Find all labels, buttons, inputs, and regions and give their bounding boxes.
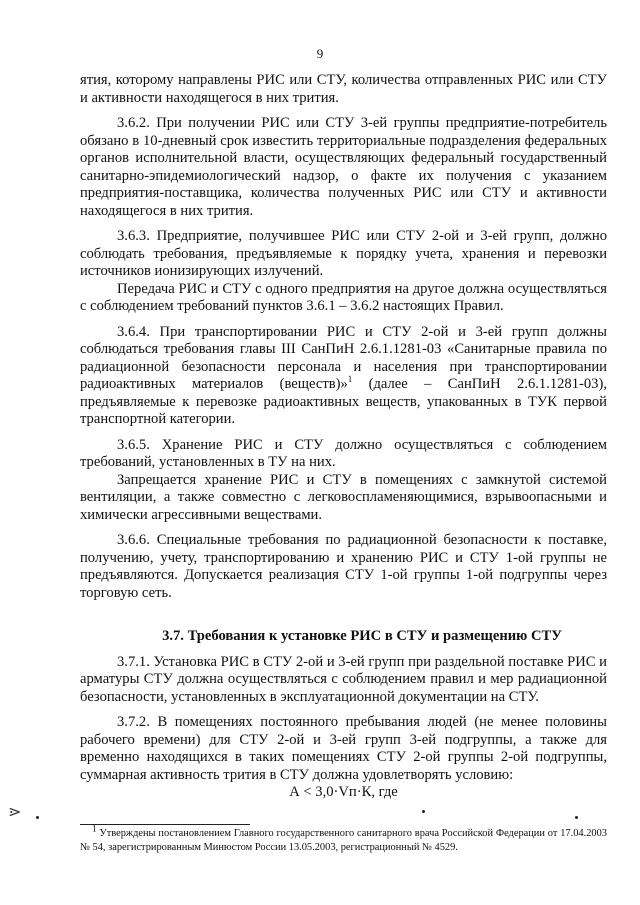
paragraph-transfer: Передача РИС и СТУ с одного предприятия на другое должна осуществляться с соблюдением требований пунктов 3.6.1 – 3.6.2 настоящих Правил. [80,280,607,314]
footnote [80,823,607,855]
paragraph-3-6-3: 3.6.3. Предприятие, получившее РИС или СТУ 2-ой и 3-ей групп, должно соблюдать требования, предъявляемые к порядку учета, хранения и перевозки источников ионизирующих излучений. [80,228,607,279]
paragraph-3-6-6: 3.6.6. Специальные требования по радиационной безопасности к поставке, получению, учету, транспортированию и хранению РИС и СТУ 1-ой группы не предъявляются. Допускается реализация СТУ 1-ой группы 1-ой подгруппы через торговую сеть. [80,532,607,601]
paragraph-continuation: ятия, которому направлены РИС или СТУ, количества отправленных РИС или СТУ и активности находящегося в них трития. [80,72,607,106]
paragraph-3-6-2: 3.6.2. При получении РИС или СТУ 3-ей группы предприятие-потребитель обязано в 10-дневный срок известить территориальные подразделения федеральных органов исполнительной власти, осуществляющих федеральный государственный санитарно-эпидемиологический надзор, о факте их получения с указанием предприятия-поставщика, количества полученных РИС или СТУ и активности находящегося в них трития. [80,115,607,219]
paragraph-3-7-1: 3.7.1. Установка РИС в СТУ 2-ой и 3-ей групп при раздельной поставке РИС и арматуры СТУ должна осуществляться с соблюдением правил и мер радиационной безопасности, установленных в эксплуатационной документации на СТУ. [80,653,607,705]
section-heading: 3.7. Требования к установке РИС в СТУ и размещению СТУ [162,628,562,644]
scan-speck [575,816,578,819]
page-number: 9 [316,46,324,61]
footnote-reference: 1 [347,374,353,385]
scan-speck [422,810,425,813]
paragraph-3-6-4-tail: (далее – СанПиН 2.6.1.1281-03), предъявляемые к перевозке радиоактивных веществ, упакованных в ТУК первой транспортной категории. [80,376,607,427]
footnote-text: Утверждены постановлением Главного государственного санитарного врача Российской Федерации от 17.04.2003 № 54, зарегистрированным Минюстом России 13.05.2003, регистрационный № 4529. [80,828,607,853]
body-text [80,72,607,802]
paragraph-3-6-5: 3.6.5. Хранение РИС и СТУ должно осуществляться с соблюдением требований, установленных в ТУ на них. [80,436,607,470]
paragraph-3-7-2: 3.7.2. В помещениях постоянного пребывания людей (не менее половины рабочего времени) для СТУ 2-ой и 3-ей групп 3-ей подгруппы, а также для временно находящихся в таких помещениях СТУ 2-ой группы 2-ой подгруппы, суммарная активность трития в СТУ должна удовлетворять условию: [80,714,607,783]
margin-scan-mark: ⋗ [8,804,22,821]
activity-formula: А < 3,0·Vп·К, где [289,784,398,800]
paragraph-3-6-4 [80,324,607,429]
paragraph-storage-prohibition: Запрещается хранение РИС и СТУ в помещениях с замкнутой системой вентиляции, а также совместно с легковоспламеняющимися, взрывоопасными и химически агрессивными веществами. [80,471,607,523]
scan-speck [36,816,39,819]
footnote-divider [80,824,250,825]
paragraph-3-6-4-text: 3.6.4. При транспортировании РИС и СТУ 2-ой и 3-ей групп должны соблюдаться требования главы III СанПиН 2.6.1.1281-03 «Санитарные правила по радиационной безопасности персонала и населения при транспортировании радиоактивных материалов (веществ)» [80,323,607,392]
footnote-marker: 1 [92,823,97,834]
